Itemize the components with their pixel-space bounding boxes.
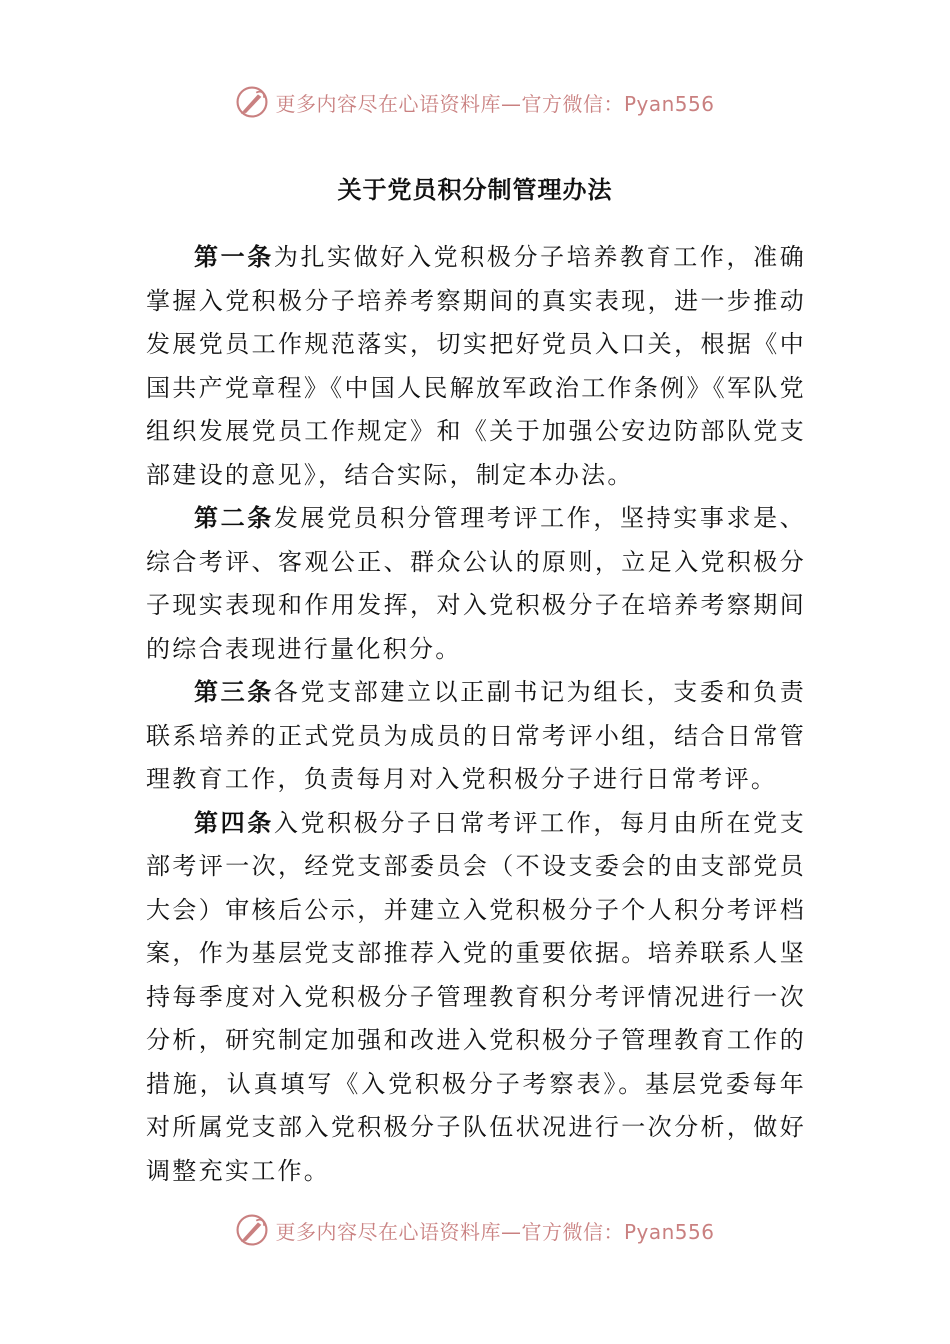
article-text: 发展党员积分管理考评工作，坚持实事求是、综合考评、客观公正、群众公认的原则，立足入党积极分子现实表现和作用发挥，对入党积极分子在培养考察期间的综合表现进行量化积分。 [146, 504, 806, 663]
article-2 [146, 497, 806, 671]
article-label: 第一条 [194, 243, 274, 271]
article-4 [146, 802, 806, 1194]
article-1 [146, 236, 806, 497]
article-text: 各党支部建立以正副书记为组长，支委和负责联系培养的正式党员为成员的日常考评小组，结合日常管理教育工作，负责每月对入党积极分子进行日常考评。 [146, 678, 806, 793]
watermark-header [0, 82, 950, 122]
document-body [146, 236, 806, 1193]
watermark-text: 更多内容尽在心语资料库—官方微信：Pyan556 [275, 1219, 715, 1244]
article-text: 为扎实做好入党积极分子培养教育工作，准确掌握入党积极分子培养考察期间的真实表现，进一步推动发展党员工作规范落实，切实把好党员入口关，根据《中国共产党章程》《中国人民解放军政治工作条例》《军队党组织发展党员工作规定》和《关于加强公安边防部队党支部建设的意见》，结合实际，制定本办法。 [146, 243, 806, 489]
article-label: 第二条 [194, 504, 274, 532]
pen-logo-icon [235, 85, 269, 119]
article-label: 第三条 [194, 678, 274, 706]
pen-logo-icon [235, 1213, 269, 1247]
article-text: 入党积极分子日常考评工作，每月由所在党支部考评一次，经党支部委员会（不设支委会的由支部党员大会）审核后公示，并建立入党积极分子个人积分考评档案，作为基层党支部推荐入党的重要依据。培养联系人坚持每季度对入党积极分子管理教育积分考评情况进行一次分析，研究制定加强和改进入党积极分子管理教育工作的措施，认真填写《入党积极分子考察表》。基层党委每年对所属党支部入党积极分子队伍状况进行一次分析，做好调整充实工作。 [146, 808, 806, 1185]
watermark-footer [0, 1210, 950, 1250]
article-3 [146, 671, 806, 802]
document-title: 关于党员积分制管理办法 [337, 176, 613, 204]
watermark-text: 更多内容尽在心语资料库—官方微信：Pyan556 [275, 91, 715, 116]
article-label: 第四条 [194, 808, 274, 837]
